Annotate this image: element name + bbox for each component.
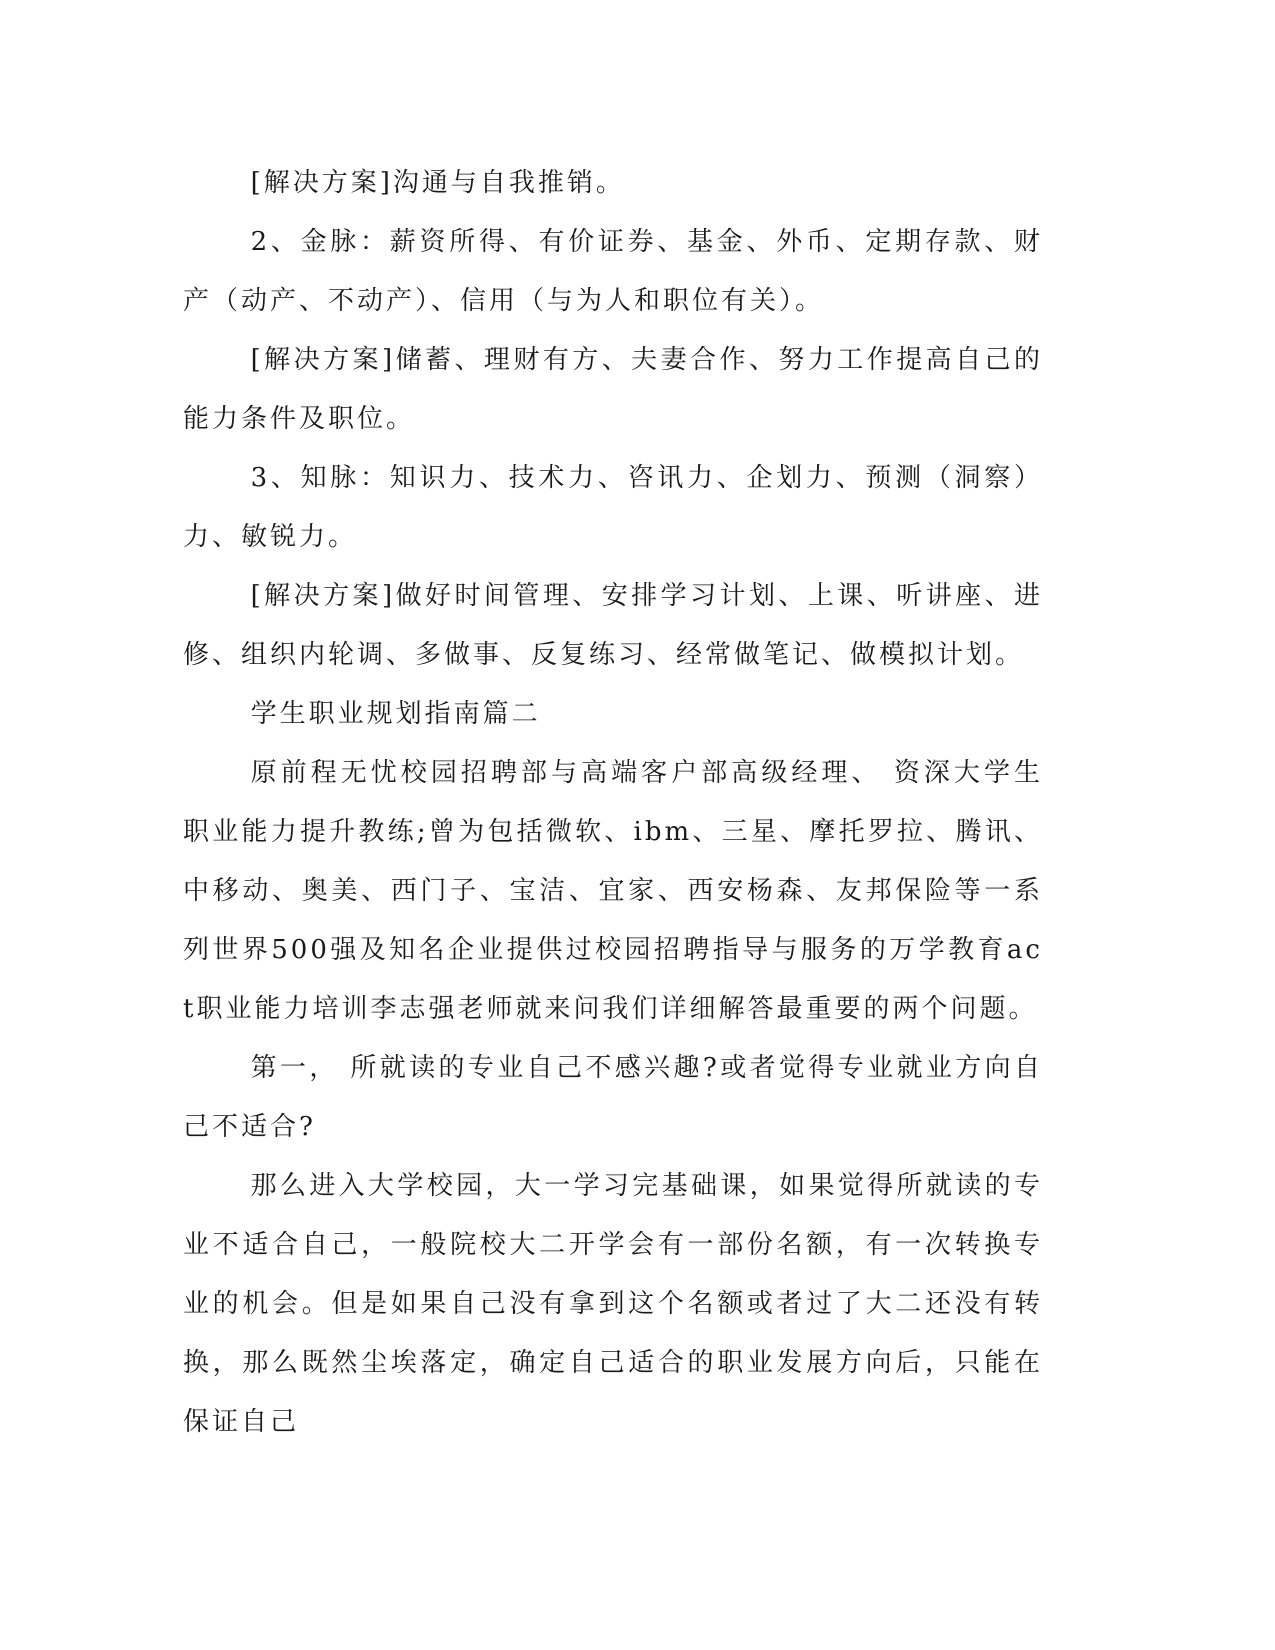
document-body (183, 154, 1043, 1452)
paragraph-financial-network: 2、金脉：薪资所得、有价证券、基金、外币、定期存款、财产（动产、不动产）、信用（与为人和职位有关）。 (183, 227, 1043, 316)
paragraph-question-one: 第一， 所就读的专业自己不感兴趣?或者觉得专业就业方向自己不适合? (183, 1053, 1043, 1142)
paragraph-answer-one: 那么进入大学校园，大一学习完基础课，如果觉得所就读的专业不适合自己，一般院校大二开学会有一部份名额，有一次转换专业的机会。但是如果自己没有拿到这个名额或者过了大二还没有转换，那么既然尘埃落定，确定自己适合的职业发展方向后，只能在保证自己 (183, 1171, 1043, 1437)
paragraph-teacher-intro: 原前程无忧校园招聘部与高端客户部高级经理、 资深大学生职业能力提升教练;曾为包括微软、ibm、三星、摩托罗拉、腾讯、中移动、奥美、西门子、宝洁、宜家、西安杨森、友邦保险等一系列世界500强及知名企业提供过校园招聘指导与服务的万学教育act职业能力培训李志强老师就来问我们详细解答最重要的两个问题。 (183, 758, 1043, 1024)
paragraph-solution-communication: [解决方案]沟通与自我推销。 (250, 168, 625, 198)
paragraph-solution-learning: [解决方案]做好时间管理、安排学习计划、上课、听讲座、进修、组织内轮调、多做事、反复练习、经常做笔记、做模拟计划。 (183, 581, 1043, 670)
section-heading-part-two: 学生职业规划指南篇二 (250, 699, 541, 729)
paragraph-solution-savings: [解决方案]储蓄、理财有方、夫妻合作、努力工作提高自己的能力条件及职位。 (183, 345, 1043, 434)
paragraph-knowledge-network: 3、知脉：知识力、技术力、咨讯力、企划力、预测（洞察）力、敏锐力。 (183, 463, 1043, 552)
